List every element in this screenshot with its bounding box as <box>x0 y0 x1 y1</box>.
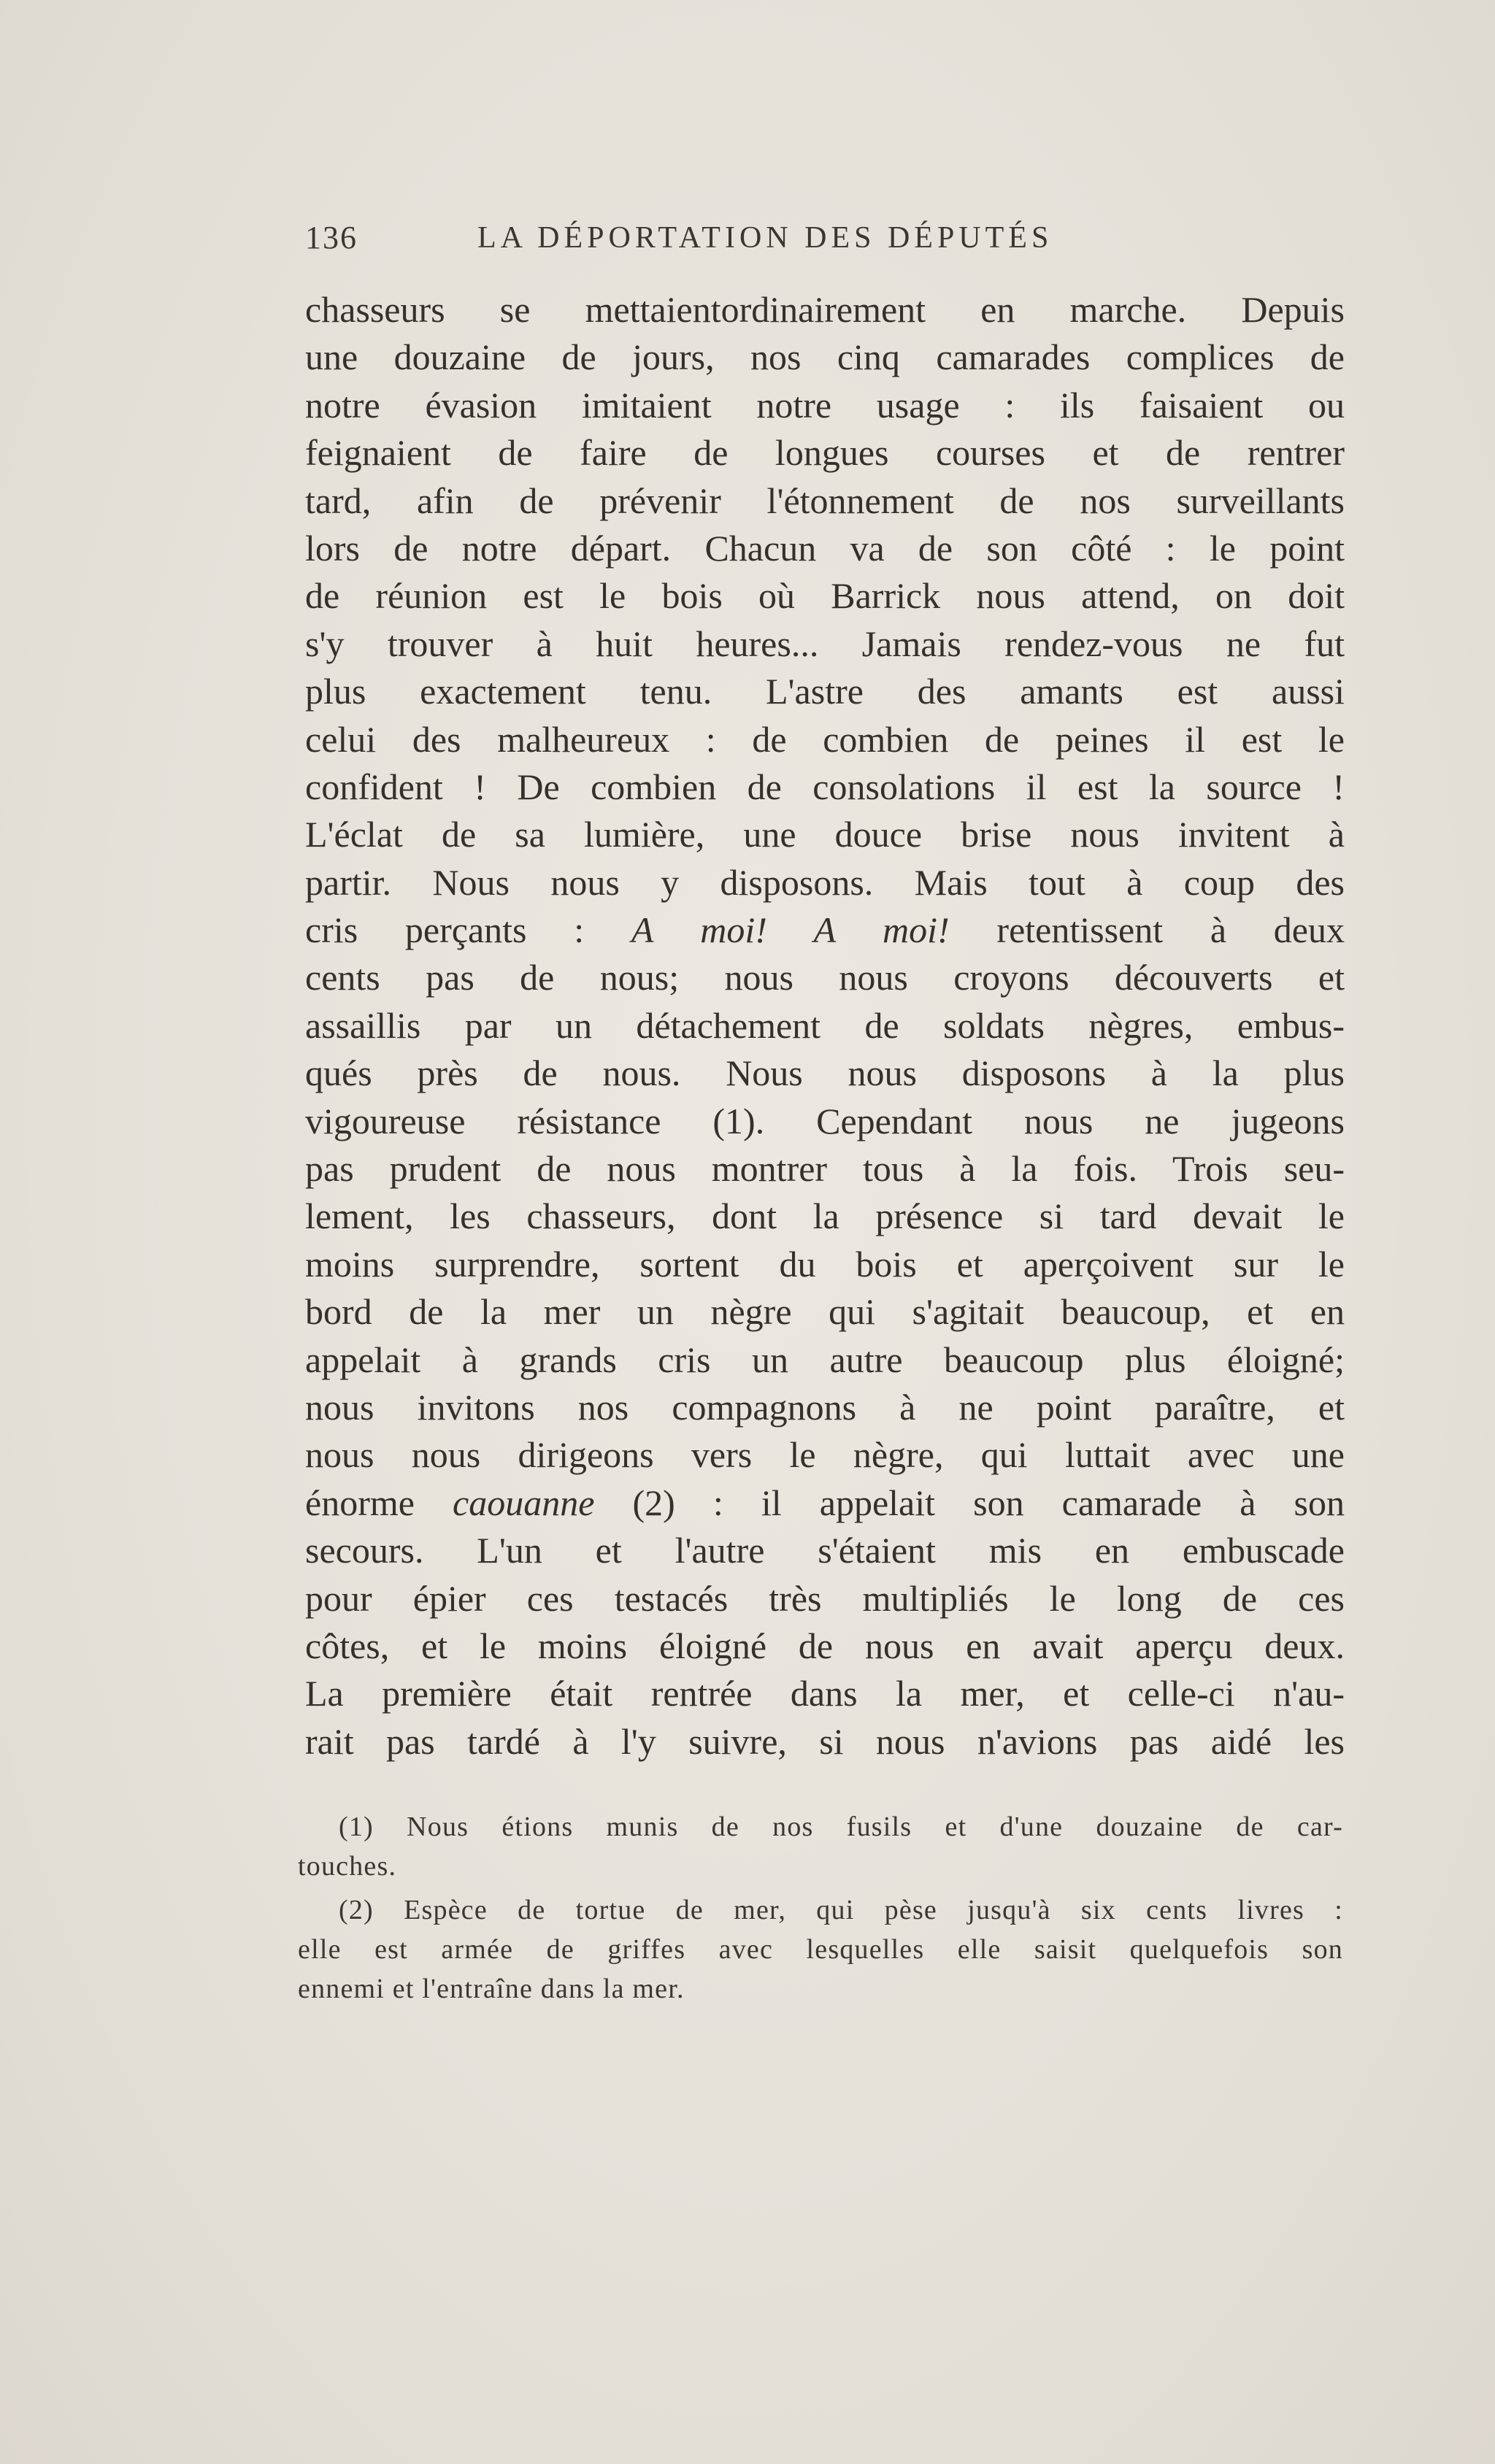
text-line: secours. L'un et l'autre s'étaient mis en embuscade <box>305 1530 1345 1571</box>
text-line: partir. Nous nous y disposons. Mais tout à coup des <box>305 861 1345 903</box>
text-line: La première était rentrée dans la mer, et celle-ci n'au- <box>305 1673 1345 1714</box>
text-line: notre évasion imitaient notre usage : ils faisaient ou <box>305 384 1345 426</box>
page-number: 136 <box>305 220 358 255</box>
text-line: nous invitons nos compagnons à ne point paraître, et <box>305 1386 1345 1428</box>
footnotes <box>298 1807 1343 2009</box>
text-line: appelait à grands cris un autre beaucoup plus éloigné; <box>305 1339 1345 1380</box>
text-line: qués près de nous. Nous nous disposons à la plus <box>305 1052 1345 1094</box>
text-segment: retentissent à deux <box>949 909 1345 951</box>
text-line: plus exactement tenu. L'astre des amants est aussi <box>305 671 1345 712</box>
footnote-2-line: ennemi et l'entraîne dans la mer. <box>298 1974 685 2004</box>
text-line: de réunion est le bois où Barrick nous attend, on doit <box>305 575 1345 617</box>
body-text <box>305 286 1345 1766</box>
text-line: celui des malheureux : de combien de peines il est le <box>305 718 1345 760</box>
text-line: L'éclat de sa lumière, une douce brise nous invitent à <box>305 814 1345 855</box>
text-line: feignaient de faire de longues courses et de rentrer <box>305 432 1345 474</box>
footnote-1-line: touches. <box>298 1851 397 1882</box>
text-line: nous nous dirigeons vers le nègre, qui luttait avec une <box>305 1434 1345 1476</box>
text-line: pour épier ces testacés très multipliés le long de ces <box>305 1577 1345 1619</box>
text-line-with-italic <box>305 906 1345 954</box>
text-segment: cris perçants : <box>305 909 631 951</box>
footnote-2-line: (2) Espèce de tortue de mer, qui pèse jusqu'à six cents livres : <box>339 1895 1343 1925</box>
text-segment: (2) : il appelait son camarade à son <box>594 1482 1345 1523</box>
text-line: pas prudent de nous montrer tous à la fois. Trois seu- <box>305 1148 1345 1190</box>
text-line: moins surprendre, sortent du bois et aperçoivent sur le <box>305 1243 1345 1285</box>
text-line: cents pas de nous; nous nous croyons découverts et <box>305 957 1345 998</box>
text-segment: énorme <box>305 1482 453 1523</box>
text-line: rait pas tardé à l'y suivre, si nous n'avions pas aidé les <box>305 1720 1345 1762</box>
text-line: assaillis par un détachement de soldats nègres, embus- <box>305 1004 1345 1046</box>
italic-exclamation: A moi! A moi! <box>631 909 950 951</box>
text-line: côtes, et le moins éloigné de nous en avait aperçu deux. <box>305 1625 1345 1666</box>
text-line: lement, les chasseurs, dont la présence si tard devait le <box>305 1196 1345 1237</box>
running-title: LA DÉPORTATION DES DÉPUTÉS <box>477 221 1053 255</box>
text-line: confident ! De combien de consolations il est la source ! <box>305 766 1345 807</box>
text-line: bord de la mer un nègre qui s'agitait beaucoup, et en <box>305 1291 1345 1333</box>
italic-term: caouanne <box>453 1482 595 1523</box>
text-line: lors de notre départ. Chacun va de son côté : le point <box>305 527 1345 569</box>
running-head <box>305 219 1188 263</box>
text-line: chasseurs se mettaientordinairement en marche. Depuis <box>305 289 1345 330</box>
footnote-2-line: elle est armée de griffes avec lesquelles elle saisit quelquefois son <box>298 1934 1343 1965</box>
text-line: une douzaine de jours, nos cinq camarades complices de <box>305 336 1345 378</box>
text-line: s'y trouver à huit heures... Jamais rendez-vous ne fut <box>305 623 1345 664</box>
text-line-with-italic <box>305 1479 1345 1527</box>
text-line: vigoureuse résistance (1). Cependant nous ne jugeons <box>305 1100 1345 1141</box>
footnote-1-line: (1) Nous étions munis de nos fusils et d'une douzaine de car- <box>339 1812 1343 1842</box>
text-line: tard, afin de prévenir l'étonnement de nos surveillants <box>305 480 1345 521</box>
